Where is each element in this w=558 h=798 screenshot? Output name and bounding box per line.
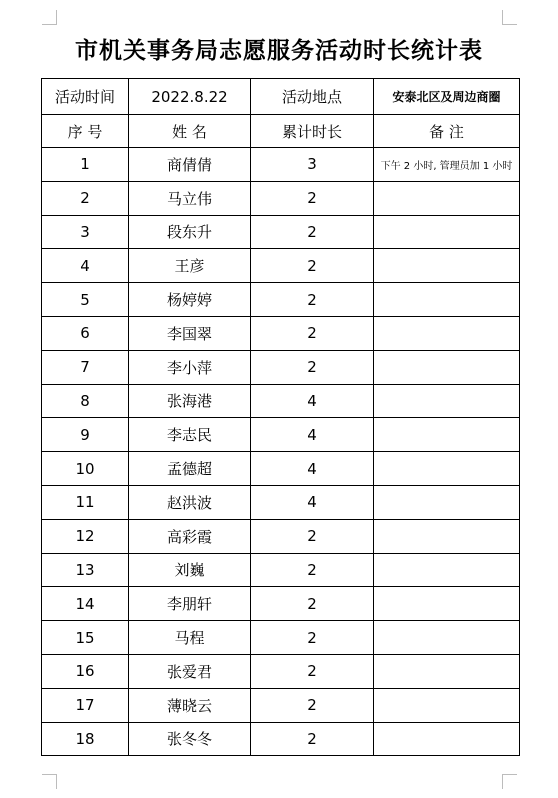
table-row	[42, 587, 520, 621]
row-note	[374, 485, 520, 519]
row-number: 2	[42, 181, 129, 215]
row-number: 18	[42, 722, 129, 756]
header-row-columns	[42, 115, 520, 148]
row-number: 12	[42, 519, 129, 553]
volunteer-name: 段东升	[129, 215, 251, 249]
accumulated-hours: 2	[251, 553, 374, 587]
table-row	[42, 519, 520, 553]
table-row	[42, 249, 520, 283]
document-title: 市机关事务局志愿服务活动时长统计表	[75, 37, 483, 64]
row-note	[374, 654, 520, 688]
row-note	[374, 553, 520, 587]
page-corner-mark-bottom-right	[502, 774, 517, 789]
row-number: 4	[42, 249, 129, 283]
accumulated-hours: 2	[251, 688, 374, 722]
row-number: 17	[42, 688, 129, 722]
table-row	[42, 688, 520, 722]
row-note	[374, 249, 520, 283]
accumulated-hours: 4	[251, 384, 374, 418]
table-row	[42, 654, 520, 688]
table-row	[42, 350, 520, 384]
row-note	[374, 418, 520, 452]
volunteer-name: 张爱君	[129, 654, 251, 688]
row-note	[374, 350, 520, 384]
volunteer-name: 马立伟	[129, 181, 251, 215]
accumulated-hours: 2	[251, 654, 374, 688]
table-row	[42, 283, 520, 317]
row-note	[374, 384, 520, 418]
volunteer-name: 张冬冬	[129, 722, 251, 756]
volunteer-name: 李志民	[129, 418, 251, 452]
row-number: 7	[42, 350, 129, 384]
volunteer-name: 高彩霞	[129, 519, 251, 553]
row-note	[374, 452, 520, 486]
volunteer-name: 王彦	[129, 249, 251, 283]
table-row	[42, 384, 520, 418]
table-row	[42, 553, 520, 587]
row-number: 3	[42, 215, 129, 249]
accumulated-hours: 2	[251, 722, 374, 756]
row-number: 6	[42, 316, 129, 350]
table-row	[42, 148, 520, 182]
accumulated-hours: 2	[251, 249, 374, 283]
table-row	[42, 621, 520, 655]
row-number: 11	[42, 485, 129, 519]
page-corner-mark-bottom-left	[42, 774, 57, 789]
volunteer-name: 薄晓云	[129, 688, 251, 722]
row-number: 9	[42, 418, 129, 452]
row-note	[374, 215, 520, 249]
accumulated-hours: 2	[251, 350, 374, 384]
volunteer-name: 孟德超	[129, 452, 251, 486]
table-row	[42, 722, 520, 756]
accumulated-hours: 4	[251, 485, 374, 519]
row-number: 15	[42, 621, 129, 655]
accumulated-hours: 2	[251, 587, 374, 621]
page-corner-mark-top-left	[42, 10, 57, 25]
accumulated-hours: 2	[251, 283, 374, 317]
activity-place-value: 安泰北区及周边商圈	[374, 79, 520, 115]
accumulated-hours: 4	[251, 418, 374, 452]
column-header-number: 序 号	[42, 115, 129, 148]
row-number: 16	[42, 654, 129, 688]
volunteer-name: 张海港	[129, 384, 251, 418]
accumulated-hours: 2	[251, 316, 374, 350]
column-header-hours: 累计时长	[251, 115, 374, 148]
volunteer-name: 赵洪波	[129, 485, 251, 519]
column-header-name: 姓 名	[129, 115, 251, 148]
accumulated-hours: 2	[251, 215, 374, 249]
activity-time-value: 2022.8.22	[129, 79, 251, 115]
accumulated-hours: 3	[251, 148, 374, 182]
accumulated-hours: 2	[251, 519, 374, 553]
table-row	[42, 215, 520, 249]
volunteer-name: 商倩倩	[129, 148, 251, 182]
row-note	[374, 519, 520, 553]
volunteer-hours-table	[41, 78, 520, 756]
header-row-activity	[42, 79, 520, 115]
row-note	[374, 587, 520, 621]
table-row	[42, 418, 520, 452]
row-note	[374, 688, 520, 722]
activity-time-label: 活动时间	[42, 79, 129, 115]
accumulated-hours: 2	[251, 181, 374, 215]
row-number: 10	[42, 452, 129, 486]
row-note: 下午 2 小时, 管理员加 1 小时	[374, 148, 520, 182]
row-note	[374, 283, 520, 317]
volunteer-name: 刘巍	[129, 553, 251, 587]
volunteer-name: 马程	[129, 621, 251, 655]
column-header-note: 备 注	[374, 115, 520, 148]
row-note	[374, 722, 520, 756]
row-number: 5	[42, 283, 129, 317]
volunteer-name: 李朋轩	[129, 587, 251, 621]
table-row	[42, 181, 520, 215]
row-note	[374, 316, 520, 350]
row-number: 13	[42, 553, 129, 587]
row-note	[374, 181, 520, 215]
table-row	[42, 452, 520, 486]
volunteer-name: 李国翠	[129, 316, 251, 350]
table-row	[42, 485, 520, 519]
row-number: 8	[42, 384, 129, 418]
volunteer-name: 李小萍	[129, 350, 251, 384]
accumulated-hours: 2	[251, 621, 374, 655]
row-number: 1	[42, 148, 129, 182]
activity-place-label: 活动地点	[251, 79, 374, 115]
page-corner-mark-top-right	[502, 10, 517, 25]
row-note	[374, 621, 520, 655]
volunteer-name: 杨婷婷	[129, 283, 251, 317]
table-row	[42, 316, 520, 350]
accumulated-hours: 4	[251, 452, 374, 486]
row-number: 14	[42, 587, 129, 621]
